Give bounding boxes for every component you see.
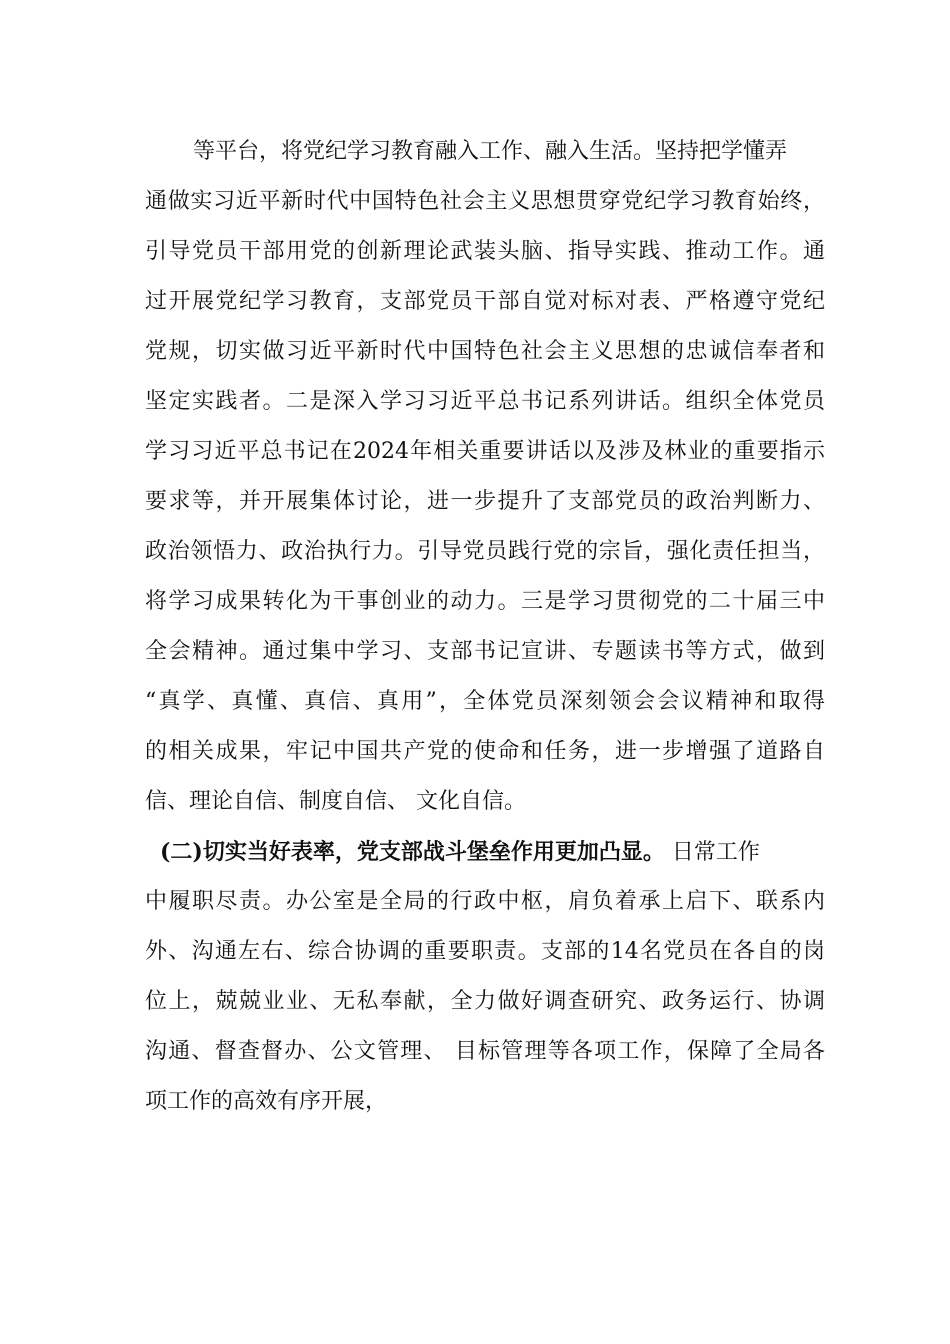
paragraph-line: 学习习近平总书记在2024年相关重要讲话以及涉及林业的重要指示	[145, 439, 825, 464]
paragraph-line: 位上，兢兢业业、无私奉献，全力做好调查研究、政务运行、协调	[145, 989, 825, 1014]
paragraph-line: 党规，切实做习近平新时代中国特色社会主义思想的忠诚信奉者和	[145, 339, 825, 364]
paragraph-line: 的相关成果，牢记中国共产党的使命和任务，进一步增强了道路自	[145, 739, 825, 764]
section-heading: (二)切实当好表率，党支部战斗堡垒作用更加凸显。	[160, 839, 665, 865]
paragraph-line: 全会精神。通过集中学习、支部书记宣讲、专题读书等方式，做到	[145, 639, 825, 664]
paragraph-line: 过开展党纪学习教育，支部党员干部自觉对标对表、严格遵守党纪	[145, 289, 825, 314]
paragraph-line: 中履职尽责。办公室是全局的行政中枢，肩负着承上启下、联系内	[145, 889, 825, 914]
paragraph-line: 引导党员干部用党的创新理论武装头脑、指导实践、推动工作。通	[145, 239, 825, 264]
paragraph-line: 项工作的高效有序开展，	[145, 1089, 388, 1114]
paragraph-line: 政治领悟力、政治执行力。引导党员践行党的宗旨，强化责任担当，	[145, 539, 825, 564]
paragraph-line: 通做实习近平新时代中国特色社会主义思想贯穿党纪学习教育始终，	[145, 189, 825, 214]
paragraph-line: 坚定实践者。二是深入学习习近平总书记系列讲话。组织全体党员	[145, 389, 825, 414]
section-lead-text: 日常工作	[664, 840, 760, 865]
paragraph-line: 外、沟通左右、综合协调的重要职责。支部的14名党员在各自的岗	[145, 939, 825, 964]
paragraph-line: 将学习成果转化为干事创业的动力。三是学习贯彻党的二十届三中	[145, 589, 825, 614]
paragraph-line: 要求等，并开展集体讨论，进一步提升了支部党员的政治判断力、	[145, 489, 825, 514]
paragraph-line: “真学、真懂、真信、真用”，全体党员深刻领会会议精神和取得	[145, 689, 825, 714]
paragraph-line: 沟通、督查督办、公文管理、 目标管理等各项工作，保障了全局各	[145, 1039, 825, 1064]
section-heading-line	[160, 834, 840, 870]
paragraph-line: 等平台，将党纪学习教育融入工作、融入生活。坚持把学懂弄	[193, 139, 788, 164]
paragraph-line: 信、理论自信、制度自信、 文化自信。	[145, 789, 526, 814]
